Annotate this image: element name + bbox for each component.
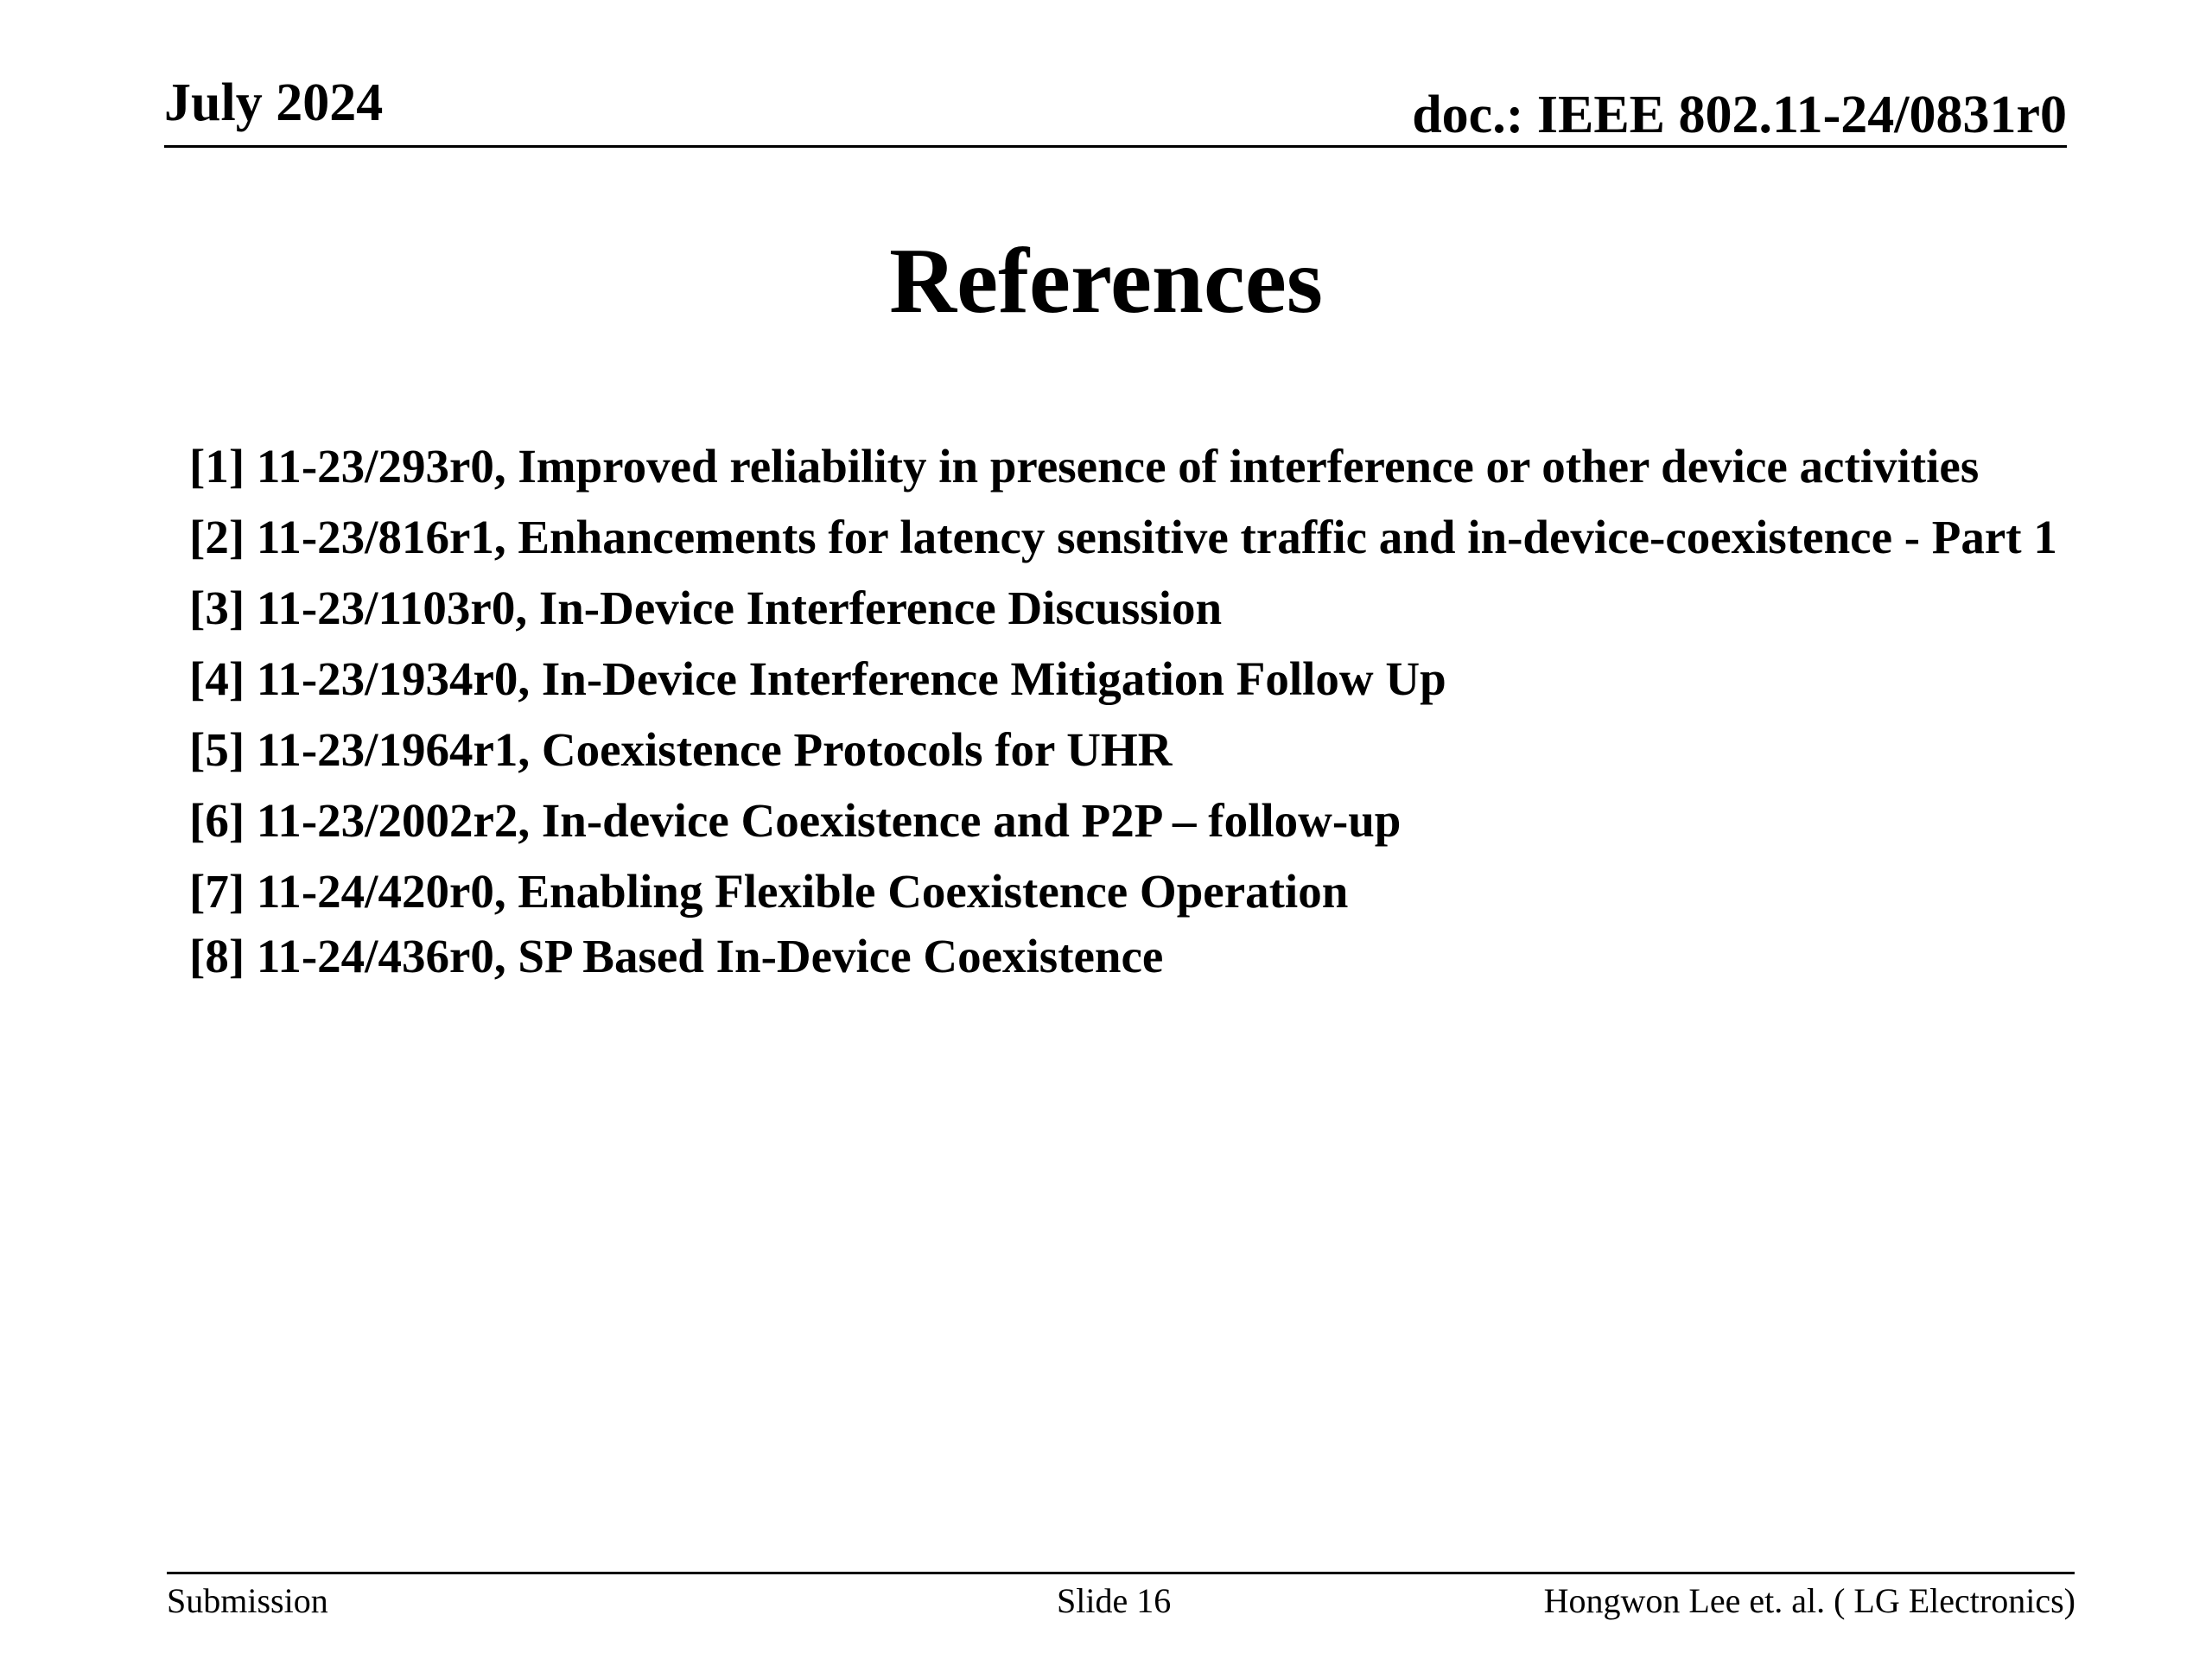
reference-list (189, 442, 2057, 1003)
reference-item: [8] 11-24/436r0, SP Based In-Device Coexistence (189, 930, 1164, 982)
header-divider (164, 145, 2067, 148)
reference-item: [4] 11-23/1934r0, In-Device Interference Mitigation Follow Up (189, 652, 1446, 705)
footer-submission: Submission (167, 1581, 328, 1620)
header-date: July 2024 (164, 73, 384, 132)
reference-item: [7] 11-24/420r0, Enabling Flexible Coexistence Operation (189, 865, 1349, 918)
reference-item: [3] 11-23/1103r0, In-Device Interference Discussion (189, 582, 1223, 634)
footer-author: Hongwon Lee et. al. ( LG Electronics) (1543, 1581, 2075, 1620)
header-doc-id: doc.: IEEE 802.11-24/0831r0 (1412, 86, 2067, 144)
slide-title: References (889, 230, 1323, 333)
footer-slide-number: Slide 16 (1057, 1581, 1172, 1620)
reference-item: [6] 11-23/2002r2, In-device Coexistence and P2P – follow-up (189, 794, 1402, 847)
reference-item: [1] 11-23/293r0, Improved reliability in presence of interference or other device activities (189, 440, 1980, 493)
reference-item: [5] 11-23/1964r1, Coexistence Protocols for UHR (189, 723, 1173, 776)
footer-divider (167, 1572, 2075, 1574)
reference-item: [2] 11-23/816r1, Enhancements for latency sensitive traffic and in-device-coexistence - Part 1 (189, 511, 2057, 563)
